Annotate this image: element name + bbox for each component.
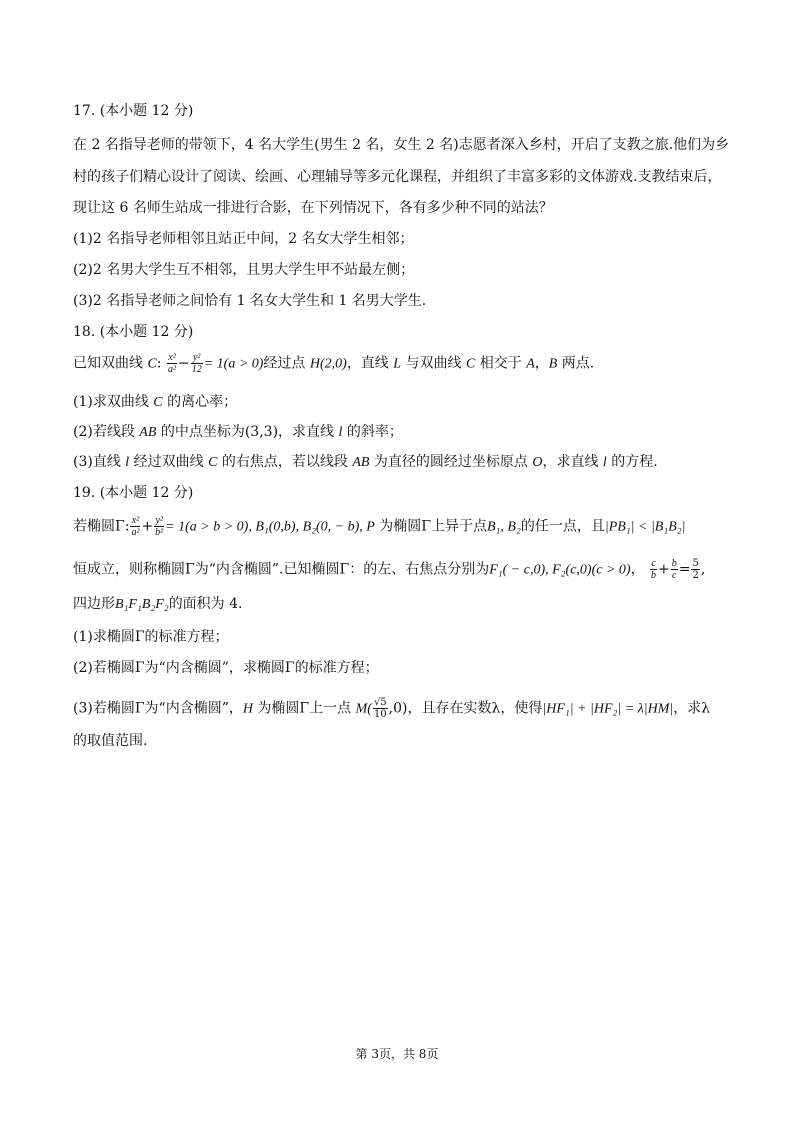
part-text: ，求直线	[542, 454, 603, 470]
part-text: (1)求双曲线	[73, 394, 154, 410]
q19-part-3-cont: 的取值范围.	[73, 733, 148, 749]
quadrilateral: B₁F₁B₂F₂	[115, 597, 169, 612]
equation-rest: = 1(a > b > 0), B₁(0,b), B₂(0, − b), P	[165, 519, 375, 535]
intro-text: ，直线	[346, 355, 394, 372]
distance-equation: |HF₁| + |HF₂| = λ|HM|	[542, 701, 674, 717]
inequality: |PB₁| < |B₁B₂|	[604, 519, 686, 535]
part-text: ，求λ	[673, 700, 711, 717]
q17-header: 17. (本小题 12 分)	[73, 103, 194, 119]
point-b: B	[548, 356, 558, 372]
origin-o: O	[532, 455, 543, 470]
part-text: 的方程.	[606, 454, 658, 470]
frac-num: x²	[131, 515, 140, 526]
line-text: 为椭圆Γ上异于点	[374, 518, 487, 535]
frac-num: √5	[373, 697, 387, 708]
q19-part-2: (2)若椭圆Γ为“内含椭圆”，求椭圆Γ的标准方程；	[73, 660, 379, 676]
fraction-b-c	[671, 558, 678, 581]
q19-part-3	[73, 697, 710, 720]
part-text: 的中点坐标为(3,3)，求直线	[156, 424, 339, 440]
curve-c: C	[147, 356, 157, 372]
frac-den: a²	[167, 364, 176, 375]
part-text: 的斜率；	[342, 424, 403, 440]
intro-text: 与双曲线	[401, 355, 466, 372]
point-m: M(	[355, 701, 372, 717]
fraction-y	[154, 515, 164, 538]
frac-num: y²	[155, 515, 163, 526]
foci: F₁( − c,0), F₂(c,0)(c > 0)	[489, 562, 631, 578]
curve-c: C	[208, 455, 218, 470]
part-text: 的离心率；	[162, 394, 238, 410]
point-h: H(2,0)	[309, 356, 347, 372]
fraction-y	[191, 352, 203, 375]
frac-num: b	[671, 558, 677, 569]
frac-den: a²	[131, 527, 140, 538]
curve-c: C	[153, 395, 163, 410]
frac-num: y²	[191, 352, 203, 364]
part-text: 经过双曲线	[129, 454, 209, 470]
part-text: 为直径的圆经过坐标原点	[369, 454, 533, 470]
q18-part-3	[73, 452, 658, 473]
q18-intro-text: 已知双曲线	[73, 355, 148, 372]
part-text: 为椭圆Γ上一点	[252, 700, 356, 717]
line-l: L	[393, 356, 402, 372]
q18-header: 18. (本小题 12 分)	[73, 324, 194, 340]
q19-line-3	[73, 594, 243, 615]
frac-den: 10	[373, 709, 387, 720]
frac-den: c	[672, 570, 677, 581]
fraction-c-b	[650, 558, 657, 581]
part-text: (3)若椭圆Γ为“内含椭圆”，	[73, 700, 243, 717]
line-text: 的任一点，且	[520, 518, 605, 535]
line-text: 的面积为 4.	[168, 596, 243, 612]
line-l: l	[338, 425, 343, 440]
intro-text: 相交于	[475, 355, 527, 372]
fraction-x	[167, 352, 177, 375]
curve-c: C	[465, 356, 476, 372]
point-a: A	[526, 356, 535, 372]
segment-ab: AB	[352, 455, 370, 470]
q19-line-1: 若椭圆Γ: $\frac{\text{x²}}{\text{a²}}$ + $\frac{\text{y²}}{\text{b²}}$ = 1(a > b > 0), B₁(0,b), B₂(0, − b), P 为椭圆Γ上异于点B₁, B₂的任一点，且|PB₁| < |B₁B₂|	[73, 515, 686, 538]
q17-part-1: (1)2 名指导老师相邻且站正中间，2 名女大学生相邻；	[73, 231, 414, 247]
q17-part-2: (2)2 名男大学生互不相邻，且男大学生甲不站最左侧；	[73, 262, 415, 278]
frac-den: 2	[692, 570, 699, 581]
q17-part-3: (3)2 名指导老师之间恰有 1 名女大学生和 1 名男大学生.	[73, 293, 427, 309]
fraction-result	[691, 558, 699, 581]
line-text: 若椭圆Γ:	[73, 518, 130, 535]
equation-rest: = 1(a > 0)	[203, 356, 264, 372]
part-text: ,0)，且存在实数λ，使得	[388, 700, 543, 717]
line-text: 恒成立，则称椭圆Γ为“内含椭圆”.已知椭圆Γ：的左、右焦点分别为	[73, 561, 490, 578]
line-l: l	[125, 455, 130, 470]
q19-header: 19. (本小题 12 分)	[73, 485, 194, 501]
q18-part-1	[73, 392, 237, 413]
page-footer: 第 3页，共 8页	[355, 1047, 439, 1061]
point-h: H	[242, 701, 253, 717]
q18-part-2	[73, 422, 403, 443]
frac-den: b²	[155, 527, 164, 538]
fraction-x	[130, 515, 140, 538]
q19-part-1: (1)求椭圆Γ的标准方程；	[73, 629, 229, 645]
segment-ab: AB	[139, 425, 157, 440]
intro-text: 经过点	[263, 355, 310, 372]
frac-num: 5	[692, 558, 699, 569]
part-text: (2)若线段	[73, 424, 140, 440]
q17-text-2: 村的孩子们精心设计了阅读、绘画、心理辅导等多元化课程，并组织了丰富多彩的文体游戏.支教结束后，	[73, 169, 722, 185]
part-text: 的右焦点，若以线段	[217, 454, 353, 470]
q19-line-2: 恒成立，则称椭圆Γ为“内含椭圆”.已知椭圆Γ：的左、右焦点分别为F₁( − c,0), F₂(c,0)(c > 0)， $\frac{c}{b}$ + $\frac{b}{c}$ = $\frac{5}{2}$ ,	[73, 558, 706, 581]
q18-intro: 已知双曲线 C: $\frac{\text{x²}}{\text{a²}}$ − $\frac{\text{y²}}{12}$ = 1(a > 0)经过点 H(2,0)，直线 L 与双曲线 C 相交于 A，B 两点.	[73, 352, 595, 375]
line-text: 四边形	[73, 596, 115, 612]
frac-num: c	[651, 558, 656, 569]
intro-text: ，	[534, 355, 549, 372]
line-l: l	[602, 455, 607, 470]
frac-den: 12	[191, 364, 202, 375]
q17-text-1: 在 2 名指导老师的带领下，4 名大学生(男生 2 名，女生 2 名)志愿者深入乡村，开启了支教之旅.他们为乡	[73, 137, 730, 153]
part-text: (3)直线	[73, 454, 126, 470]
q17-text-3: 现让这 6 名师生站成一排进行合影，在下列情况下，各有多少种不同的站法？	[73, 200, 553, 216]
frac-den: b	[651, 570, 657, 581]
frac-num: x²	[168, 352, 176, 363]
intro-text: 两点.	[557, 355, 595, 372]
fraction-m	[373, 697, 388, 720]
line-text: ，	[630, 561, 645, 578]
points-b1-b2: B₁, B₂	[487, 519, 521, 535]
